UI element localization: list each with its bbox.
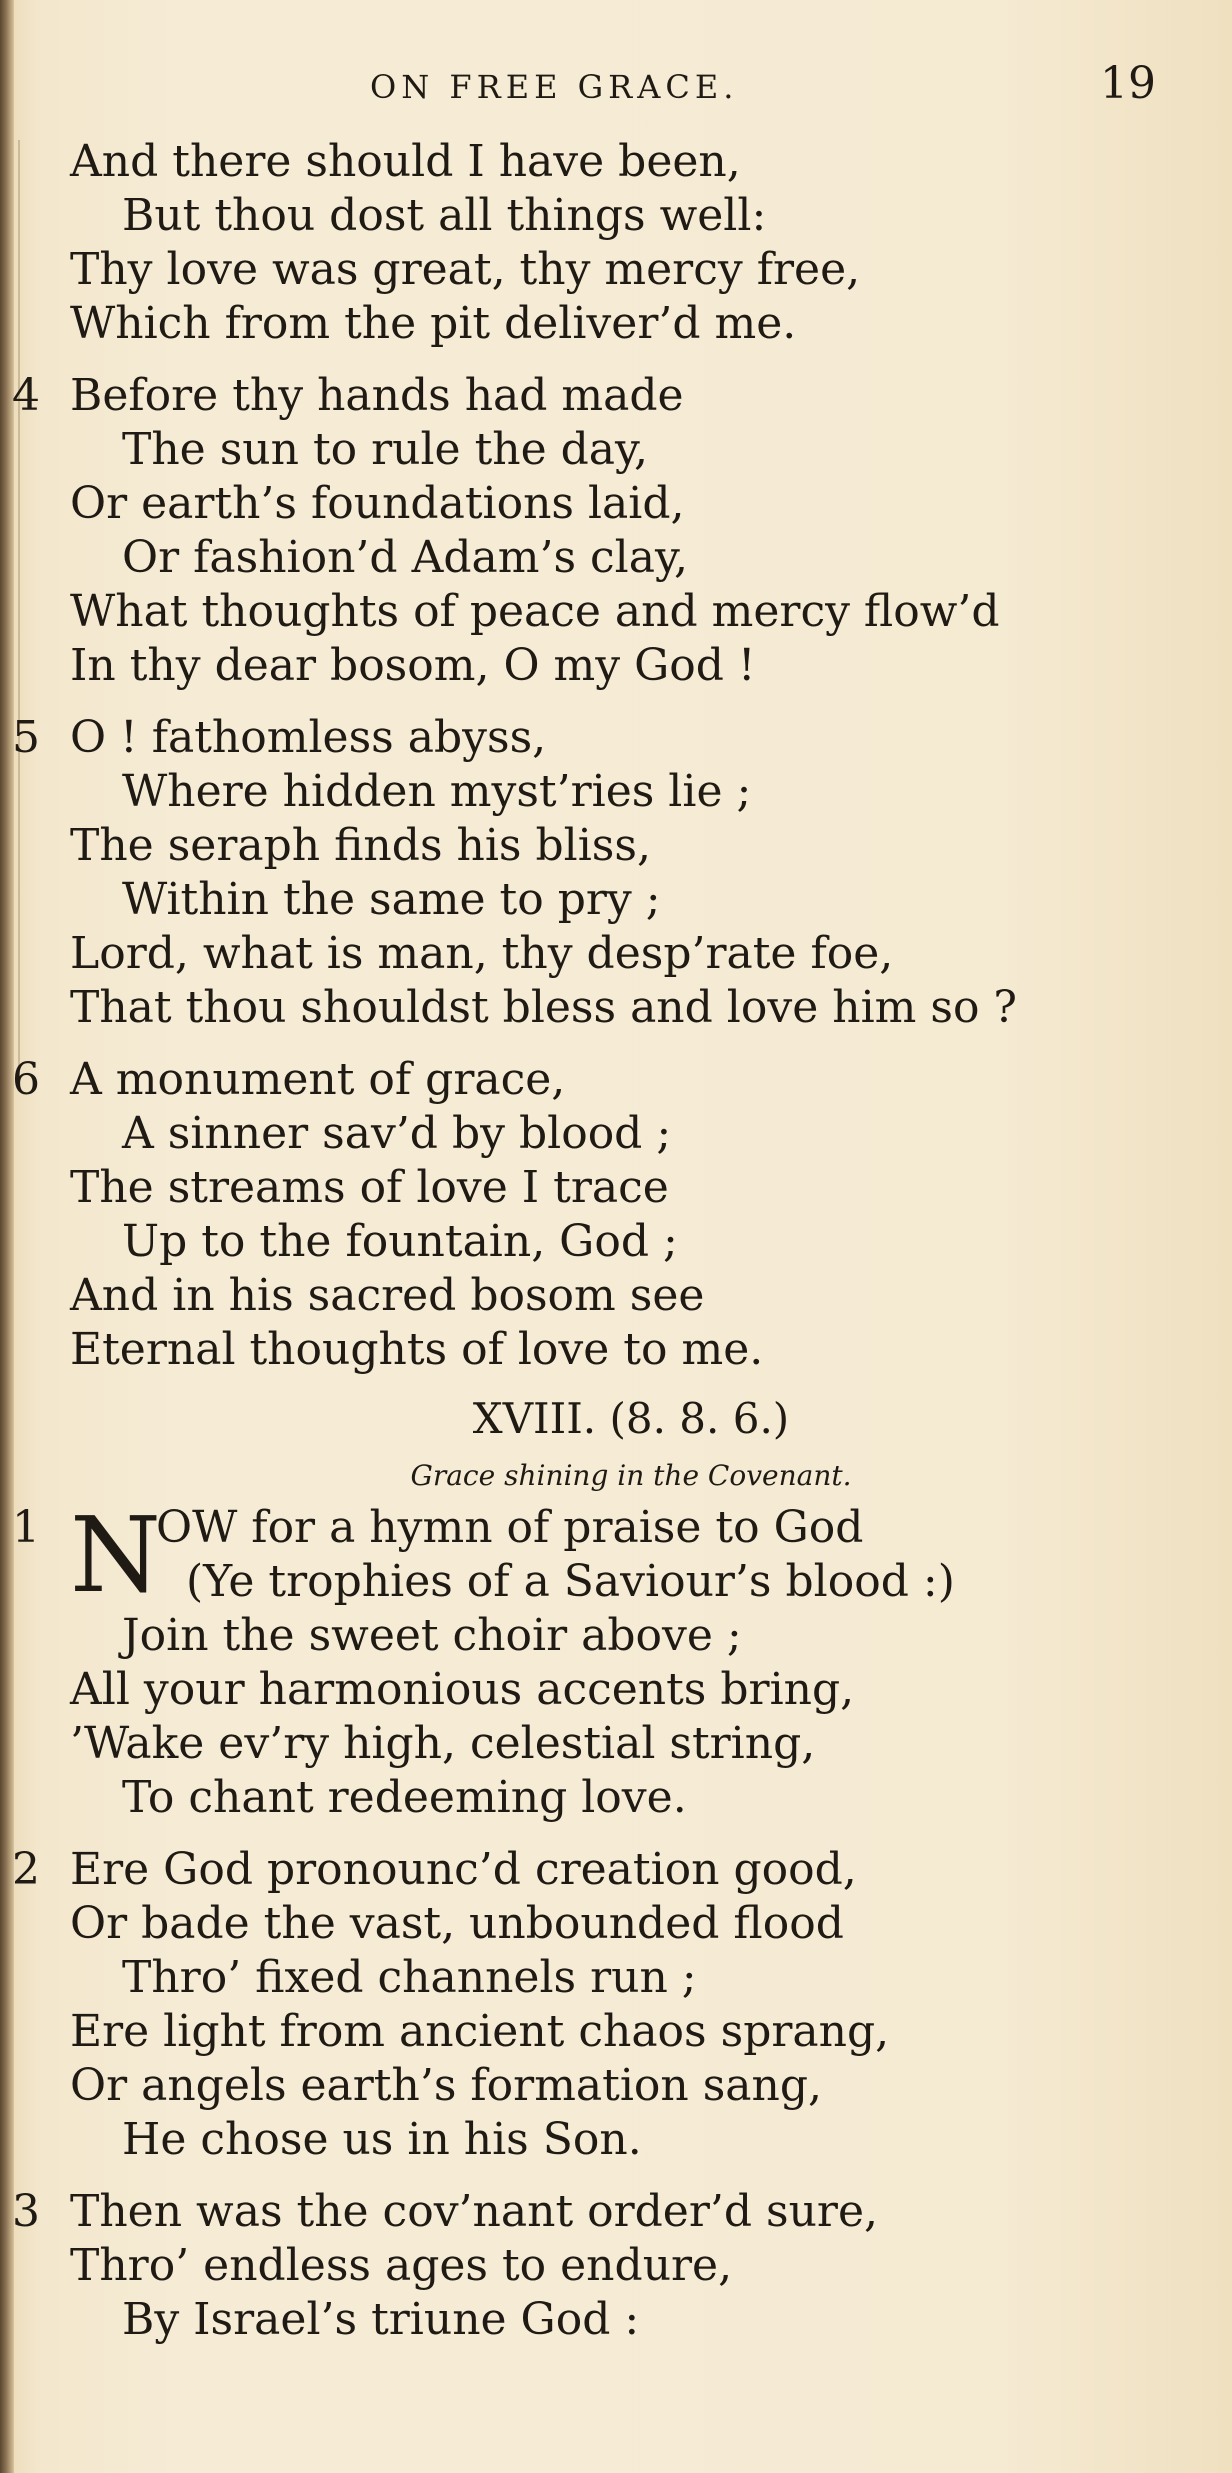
verse-line: Or bade the vast, unbounded flood xyxy=(70,1898,844,1949)
stanza-number: 1 xyxy=(12,1502,40,1553)
verse-line: Within the same to pry ; xyxy=(122,874,661,925)
drop-cap: N xyxy=(70,1494,161,1616)
hymn-stanza-3 xyxy=(0,2185,1232,2347)
verse-line: But thou dost all things well: xyxy=(122,190,767,241)
verse-line: In thy dear bosom, O my God ! xyxy=(70,640,756,691)
verse-line: And there should I have been, xyxy=(70,136,741,187)
hymn-stanza-1 xyxy=(0,1494,1232,1825)
page-content xyxy=(0,135,1232,2347)
verse-line: Up to the fountain, God ; xyxy=(122,1216,678,1267)
page-number: 19 xyxy=(1100,58,1156,109)
verse-line: Where hidden myst’ries lie ; xyxy=(122,766,752,817)
verse-line: Thy love was great, thy mercy free, xyxy=(70,244,861,295)
verse-line: Or earth’s foundations laid, xyxy=(70,478,685,529)
stanza-number: 4 xyxy=(12,370,40,421)
verse-line: The sun to rule the day, xyxy=(122,424,649,475)
verse-line: Or angels earth’s formation sang, xyxy=(70,2060,823,2111)
verse-line: 2 Ere God pronounc’d creation good, xyxy=(12,1844,857,1895)
stanza-4 xyxy=(0,369,1232,693)
verse-line: Thro’ endless ages to endure, xyxy=(70,2240,733,2291)
verse-line: Join the sweet choir above ; xyxy=(122,1610,742,1661)
verse-line: And in his sacred bosom see xyxy=(70,1270,705,1321)
verse-line: Lord, what is man, thy desp’rate foe, xyxy=(70,928,894,979)
verse-line: 5 O ! fathomless abyss, xyxy=(12,712,547,763)
verse-line: Or fashion’d Adam’s clay, xyxy=(122,532,688,583)
verse-line: A sinner sav’d by blood ; xyxy=(122,1108,672,1159)
hymn-subtitle: Grace shining in the Covenant. xyxy=(410,1459,852,1492)
verse-line: 3 Then was the cov’nant order’d sure, xyxy=(12,2186,878,2237)
stanza-number: 2 xyxy=(12,1844,40,1895)
verse-line: ’Wake ev’ry high, celestial string, xyxy=(70,1718,816,1769)
verse-line: (Ye trophies of a Saviour’s blood :) xyxy=(186,1556,955,1607)
running-head: ON FREE GRACE. xyxy=(370,68,739,106)
verse-line: Ere light from ancient chaos sprang, xyxy=(70,2006,890,2057)
verse-line: 1 N OW for a hymn of praise to God xyxy=(12,1494,864,1616)
verse-line: 6 A monument of grace, xyxy=(12,1054,566,1105)
verse-line: That thou shouldst bless and love him so ? xyxy=(70,982,1018,1033)
stanza-6 xyxy=(0,1053,1232,1377)
hymn-stanza-2 xyxy=(0,1843,1232,2167)
stanza-number: 3 xyxy=(12,2186,40,2237)
verse-line: He chose us in his Son. xyxy=(122,2114,642,2165)
stanza-number: 5 xyxy=(12,712,40,763)
stanza-number: 6 xyxy=(12,1054,40,1105)
page-header xyxy=(0,58,1232,118)
stanza-continued xyxy=(0,135,1232,351)
verse-line: Which from the pit deliver’d me. xyxy=(70,298,797,349)
verse-line: To chant redeeming love. xyxy=(122,1772,687,1823)
stanza-5 xyxy=(0,711,1232,1035)
verse-line: The seraph finds his bliss, xyxy=(70,820,651,871)
verse-line: By Israel’s triune God : xyxy=(122,2294,640,2345)
verse-line: All your harmonious accents bring, xyxy=(70,1664,855,1715)
verse-line: The streams of love I trace xyxy=(70,1162,669,1213)
verse-line: What thoughts of peace and mercy flow’d xyxy=(70,586,1000,637)
verse-line: Thro’ fixed channels run ; xyxy=(122,1952,697,2003)
verse-line: Eternal thoughts of love to me. xyxy=(70,1324,764,1375)
verse-line: 4 Before thy hands had made xyxy=(12,370,684,421)
hymn-title: XVIII. (8. 8. 6.) xyxy=(472,1394,790,1443)
